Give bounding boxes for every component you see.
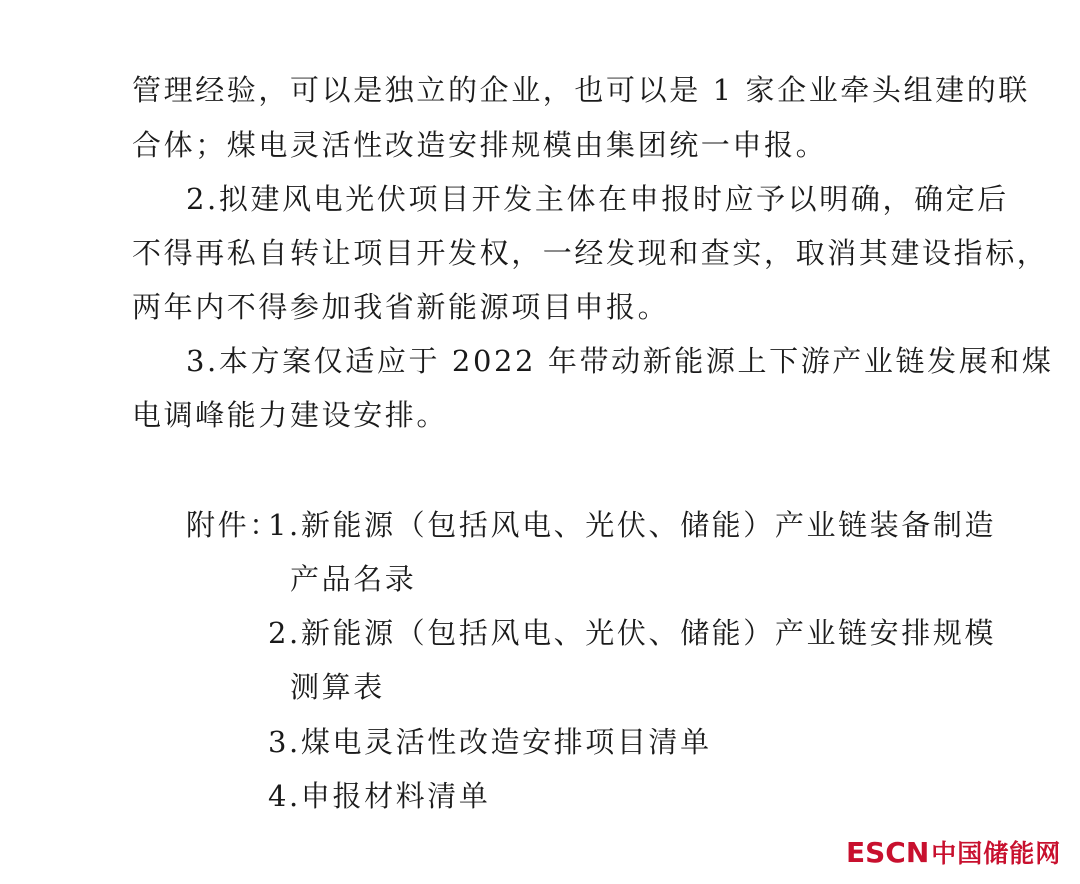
watermark-chinese: 中国储能网 bbox=[931, 839, 1062, 868]
attachment-item-4: 4.申报材料清单 bbox=[268, 779, 491, 813]
attachment-item-1: 1.新能源（包括风电、光伏、储能）产业链装备制造 bbox=[268, 508, 997, 542]
attachment-item-2-cont: 测算表 bbox=[290, 670, 385, 704]
paragraph-line-1: 管理经验，可以是独立的企业，也可以是 1 家企业牵头组建的联 bbox=[132, 73, 1030, 107]
attachment-item-1-cont: 产品名录 bbox=[290, 562, 417, 596]
paragraph-line-3: 2.拟建风电光伏项目开发主体在申报时应予以明确，确定后 bbox=[186, 182, 1009, 216]
paragraph-line-4: 不得再私自转让项目开发权，一经发现和查实，取消其建设指标， bbox=[132, 236, 1049, 270]
escn-watermark-logo bbox=[846, 836, 1061, 871]
paragraph-line-2: 合体；煤电灵活性改造安排规模由集团统一申报。 bbox=[132, 128, 828, 162]
attachment-item-2: 2.新能源（包括风电、光伏、储能）产业链安排规模 bbox=[268, 616, 997, 650]
paragraph-line-6: 3.本方案仅适应于 2022 年带动新能源上下游产业链发展和煤 bbox=[186, 344, 1054, 378]
paragraph-line-5: 两年内不得参加我省新能源项目申报。 bbox=[132, 290, 670, 324]
attachment-item-3: 3.煤电灵活性改造安排项目清单 bbox=[268, 725, 712, 759]
watermark-latin: ESCN bbox=[846, 836, 930, 869]
paragraph-line-7: 电调峰能力建设安排。 bbox=[132, 398, 449, 432]
attachments-label: 附件： bbox=[186, 508, 281, 542]
